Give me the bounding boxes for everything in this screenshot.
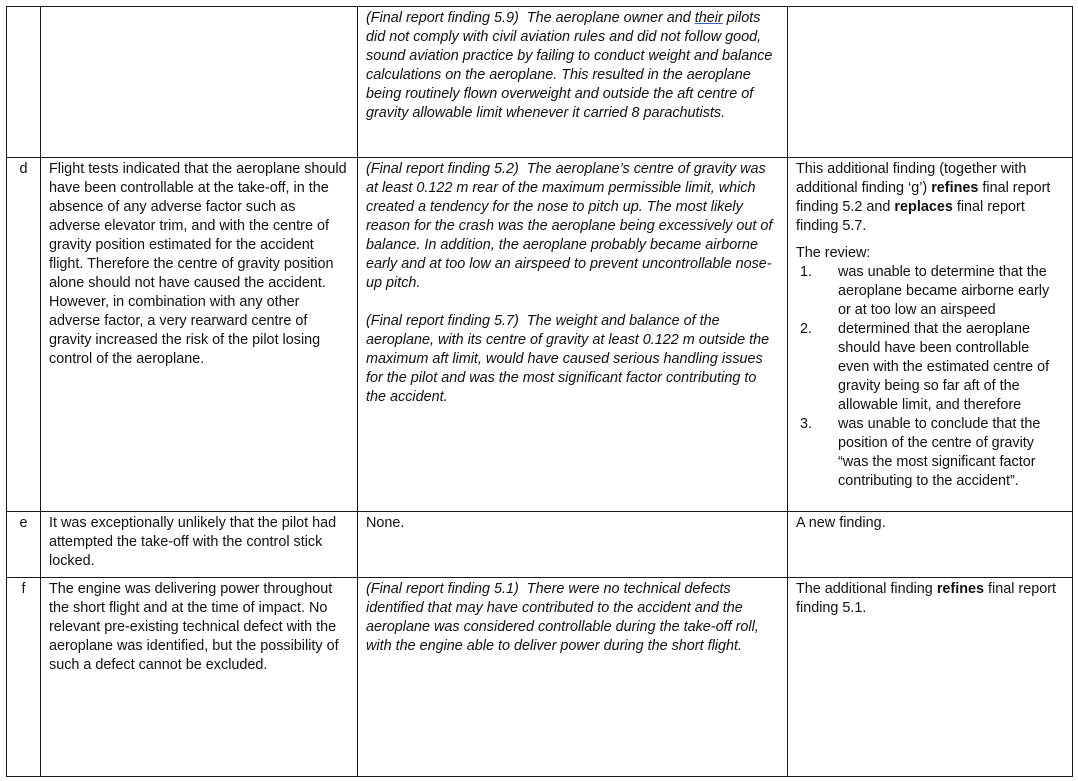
additional-finding-text: The engine was delivering power throughout the short flight and at the time of impact. No relevant pre-existing technical defect with the aeroplane was identified, but the possibility of such a defect cannot be excluded. bbox=[49, 581, 339, 673]
row-letter: d bbox=[7, 158, 41, 512]
final-report-text: (Final report finding 5.1) There were no technical defects identified that may have contributed to the accident and the aeroplane was considered controllable during the take-off roll, with the engine able to deliver power during the short flight. bbox=[366, 581, 763, 654]
final-report-text: (Final report finding 5.9) The aeroplane owner and their pilots did not comply with civil aviation rules and did not follow good, sound aviation practice by failing to conduct weight and balance calculations on the aeroplane. This resulted in the aeroplane being routinely flown overweight and outside the aft centre of gravity allowable limit whenever it carried 8 parachutists. bbox=[366, 10, 773, 121]
additional-finding-cell bbox=[41, 158, 358, 512]
additional-finding-cell bbox=[41, 7, 358, 158]
table-row bbox=[7, 7, 1073, 158]
table-row bbox=[7, 578, 1073, 777]
underlined-word: their bbox=[694, 10, 723, 26]
review-list-intro: The review: bbox=[796, 245, 871, 261]
additional-finding-cell bbox=[41, 578, 358, 777]
row-letter: f bbox=[7, 578, 41, 777]
review-cell bbox=[788, 512, 1073, 578]
final-report-cell bbox=[358, 7, 788, 158]
review-text: This additional finding (together with additional finding ‘g’) refines final report finding 5.2 and replaces final report finding 5.7. bbox=[796, 161, 1051, 234]
list-item: 2. determined that the aeroplane should have been controllable even with the estimated centre of gravity being so far aft of the allowable limit, and therefore bbox=[800, 321, 1050, 413]
additional-finding-text: It was exceptionally unlikely that the pilot had attempted the take-off with the control stick locked. bbox=[49, 515, 337, 569]
table-row bbox=[7, 512, 1073, 578]
final-report-cell bbox=[358, 158, 788, 512]
review-text: A new finding. bbox=[796, 515, 886, 531]
review-list bbox=[796, 263, 1064, 491]
review-cell bbox=[788, 7, 1073, 158]
additional-finding-text: Flight tests indicated that the aeroplane should have been controllable at the take-off, in the absence of any adverse factor such as adverse elevator trim, and with the centre of gravity position estimated for the accident flight. Therefore the centre of gravity position alone should not have caused the accident. However, in combination with any other adverse factor, a very rearward centre of gravity increased the risk of the pilot losing control of the aeroplane. bbox=[49, 161, 347, 367]
final-report-cell bbox=[358, 578, 788, 777]
additional-finding-cell bbox=[41, 512, 358, 578]
row-letter: e bbox=[7, 512, 41, 578]
final-report-text: None. bbox=[366, 515, 405, 531]
final-report-cell bbox=[358, 512, 788, 578]
review-cell bbox=[788, 158, 1073, 512]
table-row bbox=[7, 158, 1073, 512]
final-report-text: (Final report finding 5.7) The weight and balance of the aeroplane, with its centre of gravity at least 0.122 m outside the maximum aft limit, would have caused serious handling issues for the pilot and was the most significant factor contributing to the accident. bbox=[366, 313, 774, 405]
review-text: The additional finding refines final report finding 5.1. bbox=[796, 581, 1057, 616]
final-report-text: (Final report finding 5.2) The aeroplane’s centre of gravity was at least 0.122 m rear of the maximum permissible limit, which created a tendency for the nose to pitch up. The most likely reason for the crash was the aeroplane being excessively out of balance. In addition, the aeroplane probably became airborne early and at too low an airspeed to prevent uncontrollable nose-up pitch. bbox=[366, 161, 777, 291]
row-letter bbox=[7, 7, 41, 158]
findings-table bbox=[6, 6, 1073, 777]
list-item: 1. was unable to determine that the aeroplane became airborne early or at too low an airspeed bbox=[800, 264, 1050, 318]
review-cell bbox=[788, 578, 1073, 777]
list-item: 3. was unable to conclude that the position of the centre of gravity “was the most significant factor contributing to the accident”. bbox=[800, 416, 1041, 489]
